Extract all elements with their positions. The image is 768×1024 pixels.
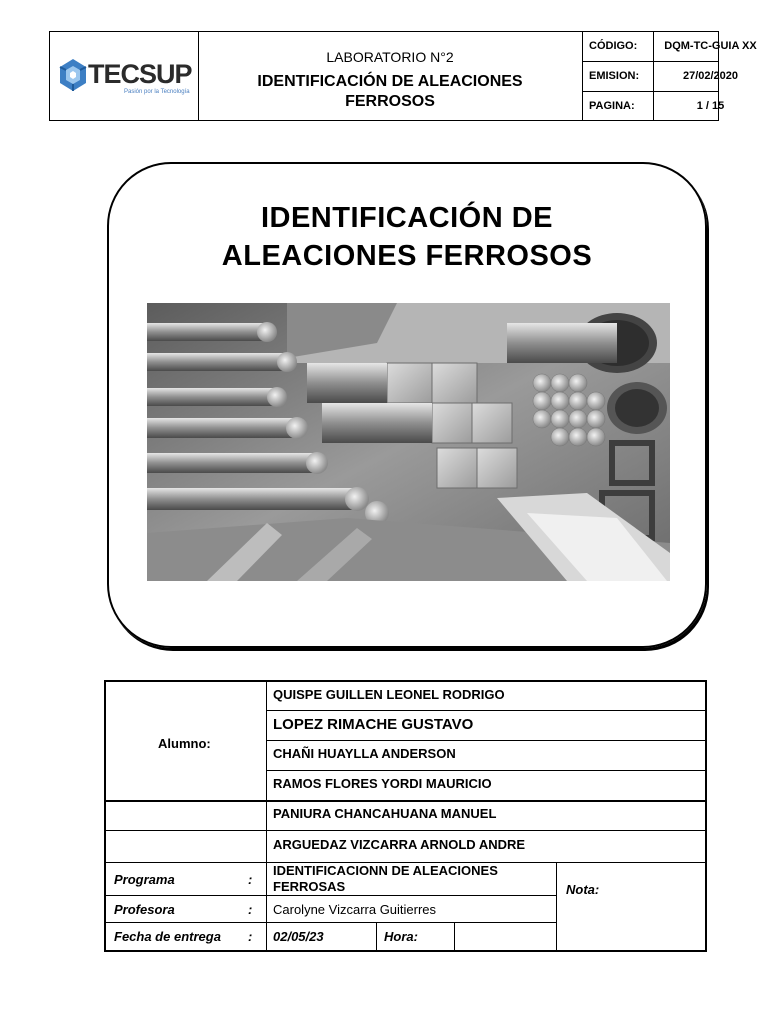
table-divider (106, 895, 556, 896)
nota-label: Nota: (566, 882, 600, 897)
header-meta (582, 32, 757, 120)
table-divider (106, 800, 705, 802)
logo-tagline: Pasión por la Tecnología (124, 89, 190, 95)
lab-number: LABORATORIO N°2 (326, 49, 454, 65)
student-name: PANIURA CHANCAHUANA MANUEL (273, 806, 497, 821)
programa-colon: : (248, 872, 253, 887)
programa-label: Programa (114, 872, 175, 887)
cover-title (109, 199, 705, 275)
steel-bars-photo (147, 303, 670, 581)
header-title-line2: FERROSOS (345, 93, 435, 110)
meta-value: DQM-TC-GUIA XX (664, 40, 757, 52)
fecha-value: 02/05/23 (273, 929, 324, 944)
profesora-colon: : (248, 902, 253, 917)
table-divider (454, 922, 455, 950)
student-name: LOPEZ RIMACHE GUSTAVO (273, 716, 474, 733)
header-title-line1: IDENTIFICACIÓN DE ALEACIONES (257, 73, 523, 90)
header-doc-title (198, 72, 582, 112)
programa-value-line1: IDENTIFICACIONN DE ALEACIONES (273, 863, 498, 878)
student-name: CHAÑI HUAYLLA ANDERSON (273, 746, 456, 761)
fecha-colon: : (248, 929, 253, 944)
table-divider (267, 740, 705, 741)
logo-wordmark: TECSUP (88, 59, 192, 89)
profesora-value: Carolyne Vizcarra Guitierres (273, 902, 437, 917)
programa-value-line2: FERROSAS (273, 879, 346, 894)
meta-value: 27/02/2020 (682, 70, 739, 82)
meta-row-pagina (582, 92, 725, 121)
table-divider (266, 682, 267, 950)
programa-value (273, 863, 498, 895)
table-divider (376, 922, 377, 950)
meta-label: CÓDIGO: (582, 32, 654, 61)
cover-title-line1: IDENTIFICACIÓN DE (260, 202, 554, 234)
alumno-label: Alumno: (158, 736, 211, 751)
tecsup-logo (56, 57, 192, 97)
student-name: QUISPE GUILLEN LEONEL RODRIGO (273, 687, 505, 702)
meta-row-emision (582, 62, 739, 92)
meta-value: 1 / 15 (696, 100, 725, 112)
meta-row-codigo (582, 32, 757, 62)
table-divider (556, 862, 557, 950)
profesora-label: Profesora (114, 902, 175, 917)
meta-label: PAGINA: (582, 92, 654, 121)
cover-frame (107, 162, 707, 648)
hora-label: Hora: (384, 929, 418, 944)
steel-photo-illustration (147, 303, 670, 581)
table-divider (267, 770, 705, 771)
student-name: ARGUEDAZ VIZCARRA ARNOLD ANDRE (273, 837, 526, 852)
meta-label: EMISION: (582, 62, 654, 91)
document-header (49, 31, 757, 121)
logo-emblem-icon (56, 57, 90, 93)
student-info-table (104, 680, 707, 952)
fecha-label: Fecha de entrega (114, 929, 221, 944)
table-divider (106, 830, 705, 831)
logo-cell (50, 32, 199, 120)
table-divider (106, 922, 556, 923)
header-title-cell (198, 32, 583, 120)
cover-title-line2: ALEACIONES FERROSOS (221, 240, 593, 272)
table-divider (267, 710, 705, 711)
student-name: RAMOS FLORES YORDI MAURICIO (273, 776, 492, 791)
